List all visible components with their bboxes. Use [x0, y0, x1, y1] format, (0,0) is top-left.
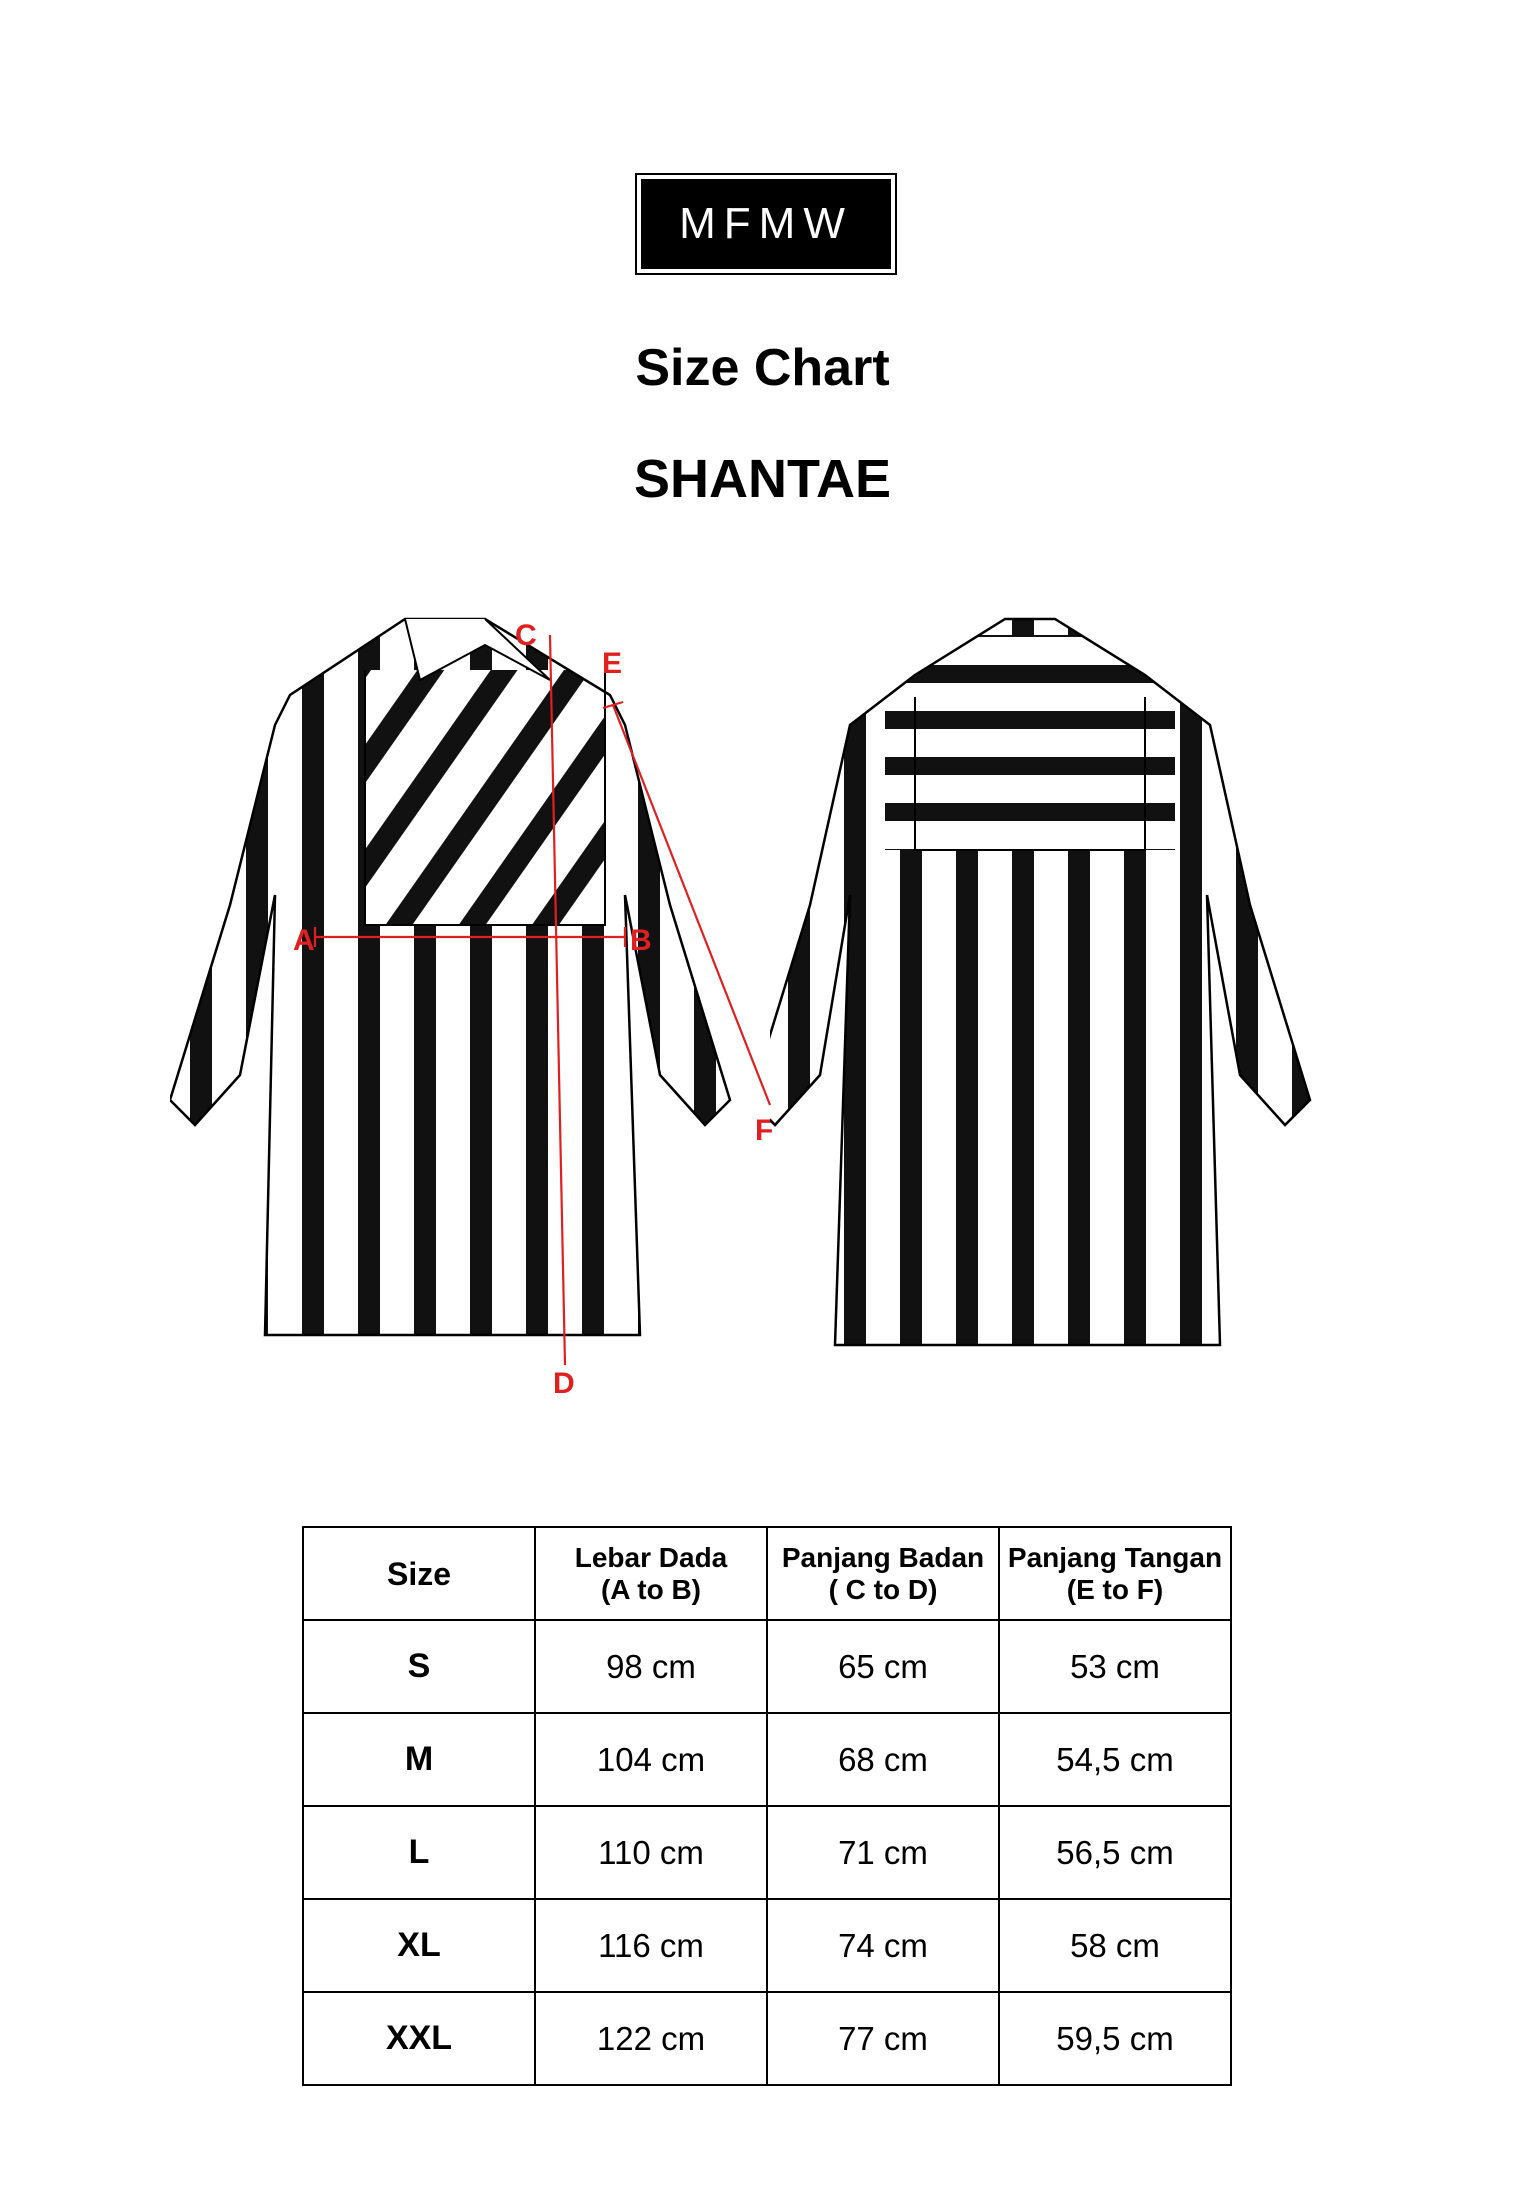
size-table [302, 1526, 1232, 2086]
chest-cell: 122 cm [535, 1992, 767, 2085]
body-length-cell: 77 cm [767, 1992, 999, 2085]
front-garment-illustration [170, 605, 790, 1395]
label-c: C [515, 619, 537, 652]
sleeve-length-cell: 53 cm [999, 1620, 1231, 1713]
sleeve-length-cell: 54,5 cm [999, 1713, 1231, 1806]
brand-logo [635, 173, 897, 275]
table-header-row [303, 1527, 1231, 1620]
header-chest: Lebar Dada (A to B) [535, 1527, 767, 1620]
size-cell: XL [303, 1899, 535, 1992]
chest-cell: 104 cm [535, 1713, 767, 1806]
page-title: Size Chart [635, 339, 890, 397]
label-b: B [630, 924, 652, 957]
label-f: F [755, 1114, 774, 1147]
body-length-cell: 74 cm [767, 1899, 999, 1992]
table-row [303, 1620, 1231, 1713]
header-body-length: Panjang Badan ( C to D) [767, 1527, 999, 1620]
header-sleeve-length: Panjang Tangan (E to F) [999, 1527, 1231, 1620]
chest-cell: 116 cm [535, 1899, 767, 1992]
body-length-cell: 65 cm [767, 1620, 999, 1713]
size-cell: M [303, 1713, 535, 1806]
back-fabric-stripes [770, 605, 1370, 1365]
size-cell: L [303, 1806, 535, 1899]
table-row [303, 1899, 1231, 1992]
size-cell: XXL [303, 1992, 535, 2085]
label-d: D [553, 1367, 575, 1395]
sleeve-length-cell: 58 cm [999, 1899, 1231, 1992]
header-size: Size [303, 1527, 535, 1620]
size-cell: S [303, 1620, 535, 1713]
label-a: A [293, 924, 315, 957]
product-name: SHANTAE [633, 449, 891, 509]
table-row [303, 1713, 1231, 1806]
table-row [303, 1806, 1231, 1899]
sleeve-length-cell: 56,5 cm [999, 1806, 1231, 1899]
body-length-cell: 71 cm [767, 1806, 999, 1899]
body-length-cell: 68 cm [767, 1713, 999, 1806]
sleeve-length-cell: 59,5 cm [999, 1992, 1231, 2085]
brand-logo-text: MFMW [641, 179, 891, 269]
table-row [303, 1992, 1231, 2085]
chest-cell: 98 cm [535, 1620, 767, 1713]
label-e: E [602, 647, 623, 680]
back-garment-illustration [770, 605, 1370, 1365]
chest-cell: 110 cm [535, 1806, 767, 1899]
front-fabric-stripes [170, 605, 790, 1395]
